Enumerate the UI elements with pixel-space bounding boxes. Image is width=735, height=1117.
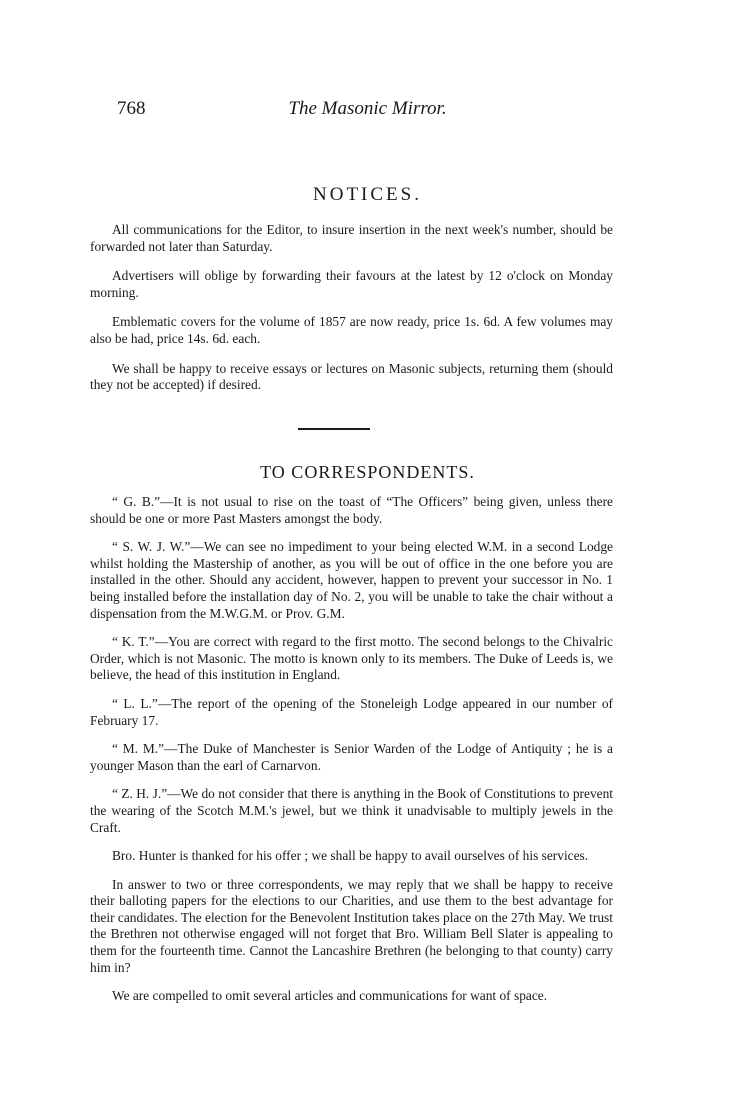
notice-paragraph: All communications for the Editor, to insure insertion in the next week's number, should be forwarded not later than Saturday. xyxy=(90,222,613,254)
notices-section xyxy=(90,222,613,407)
correspondent-reply: “ L. L.”—The report of the opening of the Stoneleigh Lodge appeared in our number of February 17. xyxy=(90,695,613,728)
correspondent-reply: “ Z. H. J.”—We do not consider that there is anything in the Book of Constitutions to prevent the wearing of the Scotch M.M.'s jewel, but we think it unadvisable to multiply jewels in the Craft. xyxy=(90,786,613,835)
correspondents-heading: TO CORRESPONDENTS. xyxy=(260,462,475,482)
notice-paragraph: Advertisers will oblige by forwarding their favours at the latest by 12 o'clock on Monday morning. xyxy=(90,268,613,300)
correspondent-reply: “ G. B.”—It is not usual to rise on the toast of “The Officers” being given, unless there should be one or more Past Masters amongst the body. xyxy=(90,494,613,526)
correspondent-reply: We are compelled to omit several articles and communications for want of space. xyxy=(112,988,548,1004)
correspondent-reply: Bro. Hunter is thanked for his offer ; we shall be happy to avail ourselves of his services. xyxy=(112,848,589,864)
notice-paragraph: We shall be happy to receive essays or lectures on Masonic subjects, returning them (should they not be accepted) if desired. xyxy=(90,360,613,393)
correspondent-reply: “ K. T.”—You are correct with regard to the first motto. The second belongs to the Chivalric Order, which is not Masonic. The motto is known only to its members. The Duke of Leeds is, we believe, the head of this institution in England. xyxy=(90,634,613,683)
correspondent-reply: In answer to two or three correspondents, we may reply that we shall be happy to receive their balloting papers for the elections to our Charities, and use them to the best advantage for their candidates. The election for the Benevolent Institution takes place on the 27th May. We trust the Brethren not otherwise engaged will not forget that Bro. William Bell Slater is appealing to them for the fourteenth time. Cannot the Lancashire Brethren (he belonging to that county) carry him in? xyxy=(90,876,613,975)
page-header xyxy=(0,98,735,122)
correspondent-reply: “ S. W. J. W.”—We can see no impediment to your being elected W.M. in a second Lodge whilst holding the Mastership of another, as you will be out of office in the one before you are installed in the other. Should any accident, however, happen to prevent your successor in No. 1 being installed before the installation day of No. 2, you will be unable to take the chair without a dispensation from the M.W.G.M. or Prov. G.M. xyxy=(90,539,613,621)
page-number: 768 xyxy=(117,98,146,119)
notice-paragraph: Emblematic covers for the volume of 1857 are now ready, price 1s. 6d. A few volumes may also be had, price 14s. 6d. each. xyxy=(90,314,613,346)
notices-heading: NOTICES. xyxy=(313,184,422,205)
correspondents-section xyxy=(90,494,613,1017)
running-title: The Masonic Mirror. xyxy=(288,98,447,119)
correspondent-reply: “ M. M.”—The Duke of Manchester is Senior Warden of the Lodge of Antiquity ; he is a younger Mason than the earl of Carnarvon. xyxy=(90,741,613,773)
section-divider xyxy=(298,428,370,430)
